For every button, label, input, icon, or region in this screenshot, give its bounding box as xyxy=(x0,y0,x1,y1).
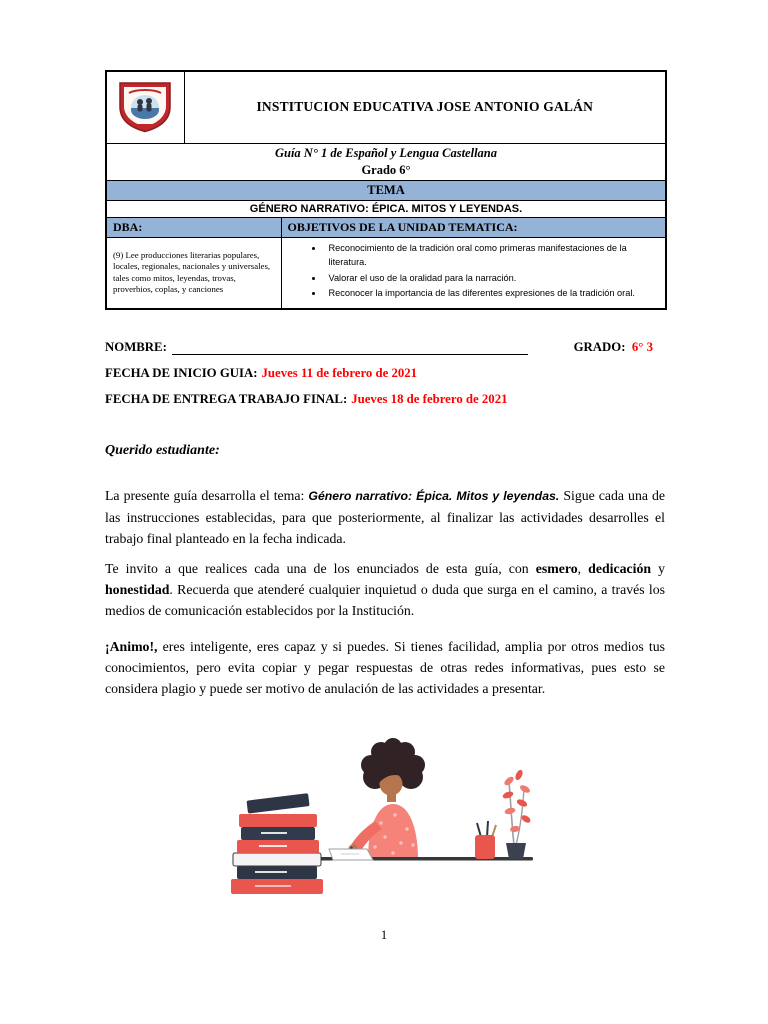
objectives-cell xyxy=(281,237,666,309)
logo-cell xyxy=(106,71,184,143)
paragraph-intro-post: Sigue cada una de las instrucciones establecidas, para que posteriormente, al finalizar las actividades desarrolles el trabajo final planteado en la fecha indicada. xyxy=(105,488,666,546)
school-crest-logo xyxy=(116,80,174,134)
paragraph-intro-pre: La presente guía desarrolla el tema: xyxy=(105,488,309,503)
school-name: INSTITUCION EDUCATIVA JOSE ANTONIO GALÁN xyxy=(184,71,666,143)
paragraph-animo-bold: ¡Animo!, xyxy=(105,639,158,654)
illustration-container xyxy=(105,737,665,897)
paragraph-invitation-mid-1: , xyxy=(577,561,589,576)
grade-label: GRADO: xyxy=(573,340,626,354)
tema-value: GÉNERO NARRATIVO: ÉPICA. MITOS Y LEYENDAS. xyxy=(106,200,666,217)
person-figure xyxy=(346,738,425,859)
paragraph-intro xyxy=(105,485,665,549)
salutation: Querido estudiante: xyxy=(105,443,220,458)
due-date-label: FECHA DE ENTREGA TRABAJO FINAL: xyxy=(105,392,348,406)
start-date-label: FECHA DE INICIO GUIA: xyxy=(105,366,258,380)
dba-label: DBA: xyxy=(106,217,281,237)
paragraph-intro-topic: Género narrativo: Épica. Mitos y leyendas. xyxy=(308,489,560,503)
objective-item: • Reconocimiento de la tradición oral como primeras manifestaciones de la literatura. xyxy=(324,242,660,269)
due-date-line xyxy=(105,392,665,407)
plant-vase xyxy=(502,769,532,859)
objectives-label: OBJETIVOS DE LA UNIDAD TEMATICA: xyxy=(281,217,666,237)
grade-group xyxy=(574,340,665,355)
dba-text: (9) Lee producciones literarias populares, locales, regionales, nacionales y universales, tales como mitos, leyendas, trovas, proverbios, coplas, y canciones xyxy=(106,237,281,309)
guide-cell xyxy=(106,143,666,180)
pencil-cup xyxy=(475,821,496,859)
student-writing-illustration xyxy=(225,737,545,897)
start-date-line xyxy=(105,366,665,381)
start-date-value: Jueves 11 de febrero de 2021 xyxy=(261,366,418,380)
paragraph-animo xyxy=(105,636,665,699)
name-label: NOMBRE: xyxy=(105,340,167,354)
due-date-value: Jueves 18 de febrero de 2021 xyxy=(351,392,508,406)
paragraph-invitation-mid-2: y xyxy=(651,561,665,576)
objective-item: • Reconocer la importancia de las diferentes expresiones de la tradición oral. xyxy=(324,287,660,300)
paragraph-animo-post: eres inteligente, eres capaz y si puedes. Si tienes facilidad, amplia por otros medios tus conocimientos, pero evita copiar y pegar respuestas de otras redes informativas, pues esto se considera plagio y puede ser motivo de anulación de las actividades a presentar. xyxy=(105,639,665,696)
paragraph-invitation-bold-3: honestidad xyxy=(105,582,170,597)
page-number: 1 xyxy=(380,928,388,942)
paragraph-invitation-post: . Recuerda que atenderé cualquier inquietud o duda que surga en el camino, a través los medios de comunicación establecidos por la Institución. xyxy=(105,582,665,618)
name-blank-line xyxy=(172,340,528,355)
name-row xyxy=(105,340,665,355)
paragraph-invitation-pre: Te invito a que realices cada una de los enunciados de esta guía, con xyxy=(105,561,536,576)
grade-line: Grado 6° xyxy=(361,162,411,177)
book-stack xyxy=(231,793,323,894)
paragraph-invitation-bold-1: esmero xyxy=(535,561,578,576)
paragraph-invitation-bold-2: dedicación xyxy=(588,561,652,576)
objective-item: • Valorar el uso de la oralidad para la narración. xyxy=(324,272,660,285)
grade-value: 6° 3 xyxy=(631,340,653,354)
header-table xyxy=(105,70,667,310)
tema-label: TEMA xyxy=(106,180,666,200)
objectives-list xyxy=(324,242,660,300)
paper-sheet xyxy=(329,849,373,860)
guide-title: Guía N° 1 de Español y Lengua Castellana xyxy=(274,145,498,160)
paragraph-invitation xyxy=(105,558,665,621)
